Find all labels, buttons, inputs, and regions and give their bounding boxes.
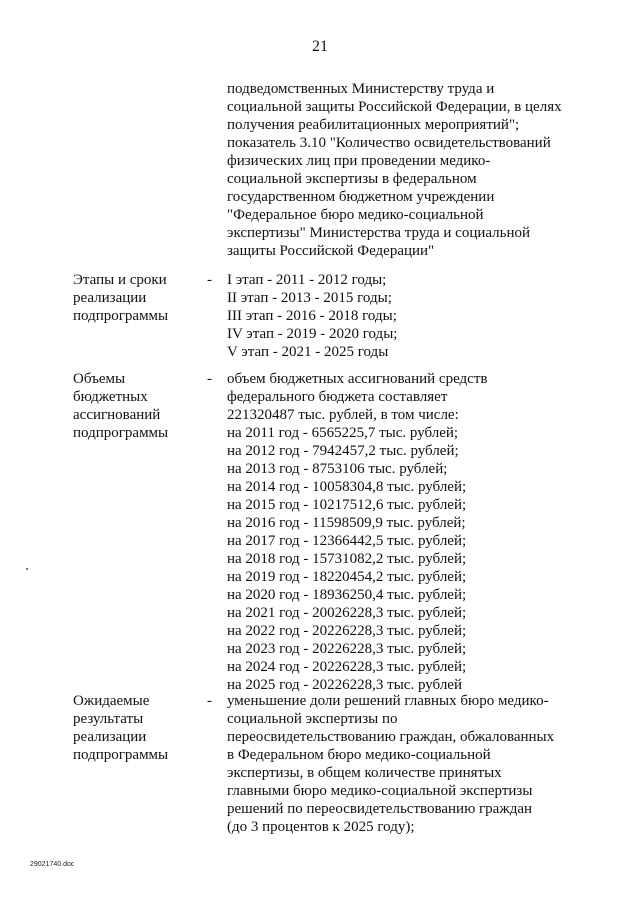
stages-content <box>227 271 572 361</box>
funding-line: федерального бюджета составляет <box>227 389 448 405</box>
results-line: в Федеральном бюро медико-социальной <box>227 747 491 763</box>
results-label-line: Ожидаемые <box>73 693 150 709</box>
funding-line: на 2022 год - 20226228,3 тыс. рублей; <box>227 623 467 639</box>
funding-line: на 2025 год - 20226228,3 тыс. рублей <box>227 677 462 693</box>
funding-label-line: подпрограммы <box>73 425 169 441</box>
results-label <box>73 692 203 764</box>
funding-line: на 2016 год - 11598509,9 тыс. рублей; <box>227 515 466 531</box>
results-line: социальной экспертизы по <box>227 711 398 727</box>
results-dash: - <box>207 693 212 709</box>
funding-line: на 2017 год - 12366442,5 тыс. рублей; <box>227 533 467 549</box>
scan-speck <box>26 568 28 570</box>
stages-label-line: подпрограммы <box>73 308 169 324</box>
results-line: переосвидетельствованию граждан, обжалованных <box>227 729 555 745</box>
stage-line: IV этап - 2019 - 2020 годы; <box>227 326 398 342</box>
stage-line: V этап - 2021 - 2025 годы <box>227 344 389 360</box>
funding-line: на 2021 год - 20026228,3 тыс. рублей; <box>227 605 467 621</box>
stage-line: III этап - 2016 - 2018 годы; <box>227 308 397 324</box>
results-label-line: подпрограммы <box>73 747 169 763</box>
intro-line: социальной защиты Российской Федерации, в целях <box>227 99 562 115</box>
intro-line: "Федеральное бюро медико-социальной <box>227 207 484 223</box>
funding-content <box>227 370 572 694</box>
funding-line: объем бюджетных ассигнований средств <box>227 371 488 387</box>
funding-line: на 2015 год - 10217512,6 тыс. рублей; <box>227 497 467 513</box>
page-number: 21 <box>312 38 328 55</box>
stage-line: I этап - 2011 - 2012 годы; <box>227 272 387 288</box>
funding-line: на 2024 год - 20226228,3 тыс. рублей; <box>227 659 467 675</box>
results-line: экспертизы, в общем количестве принятых <box>227 765 502 781</box>
stage-line: II этап - 2013 - 2015 годы; <box>227 290 392 306</box>
intro-line: государственном бюджетном учреждении <box>227 189 495 205</box>
results-line: главными бюро медико-социальной экспертизы <box>227 783 533 799</box>
funding-label-line: ассигнований <box>73 407 161 423</box>
funding-line: на 2014 год - 10058304,8 тыс. рублей; <box>227 479 467 495</box>
funding-line: на 2023 год - 20226228,3 тыс. рублей; <box>227 641 467 657</box>
funding-label-line: Объемы <box>73 371 126 387</box>
funding-line: на 2018 год - 15731082,2 тыс. рублей; <box>227 551 467 567</box>
funding-label <box>73 370 203 442</box>
funding-label-line: бюджетных <box>73 389 148 405</box>
results-label-line: реализации <box>73 729 147 745</box>
results-line: (до 3 процентов к 2025 году); <box>227 819 415 835</box>
funding-dash: - <box>207 371 212 387</box>
results-label-line: результаты <box>73 711 144 727</box>
intro-line: получения реабилитационных мероприятий"; <box>227 117 520 133</box>
stages-label-line: Этапы и сроки <box>73 272 167 288</box>
funding-line: на 2020 год - 18936250,4 тыс. рублей; <box>227 587 467 603</box>
stages-label <box>73 271 203 325</box>
funding-line: на 2012 год - 7942457,2 тыс. рублей; <box>227 443 459 459</box>
intro-line: защиты Российской Федерации" <box>227 243 435 259</box>
intro-line: показатель 3.10 "Количество освидетельствований <box>227 135 551 151</box>
results-line: решений по переосвидетельствованию граждан <box>227 801 533 817</box>
funding-line: на 2011 год - 6565225,7 тыс. рублей; <box>227 425 459 441</box>
intro-text <box>227 80 572 260</box>
intro-line: подведомственных Министерству труда и <box>227 81 495 97</box>
intro-line: социальной экспертизы в федеральном <box>227 171 477 187</box>
funding-line: на 2019 год - 18220454,2 тыс. рублей; <box>227 569 467 585</box>
funding-line: 221320487 тыс. рублей, в том числе: <box>227 407 459 423</box>
results-line: уменьшение доли решений главных бюро медико- <box>227 693 549 709</box>
results-content <box>227 692 572 836</box>
footer-filename: 29021740.doc <box>30 861 75 868</box>
intro-line: экспертизы" Министерства труда и социальной <box>227 225 531 241</box>
stages-label-line: реализации <box>73 290 147 306</box>
funding-line: на 2013 год - 8753106 тыс. рублей; <box>227 461 448 477</box>
intro-line: физических лиц при проведении медико- <box>227 153 491 169</box>
stages-dash: - <box>207 272 212 288</box>
